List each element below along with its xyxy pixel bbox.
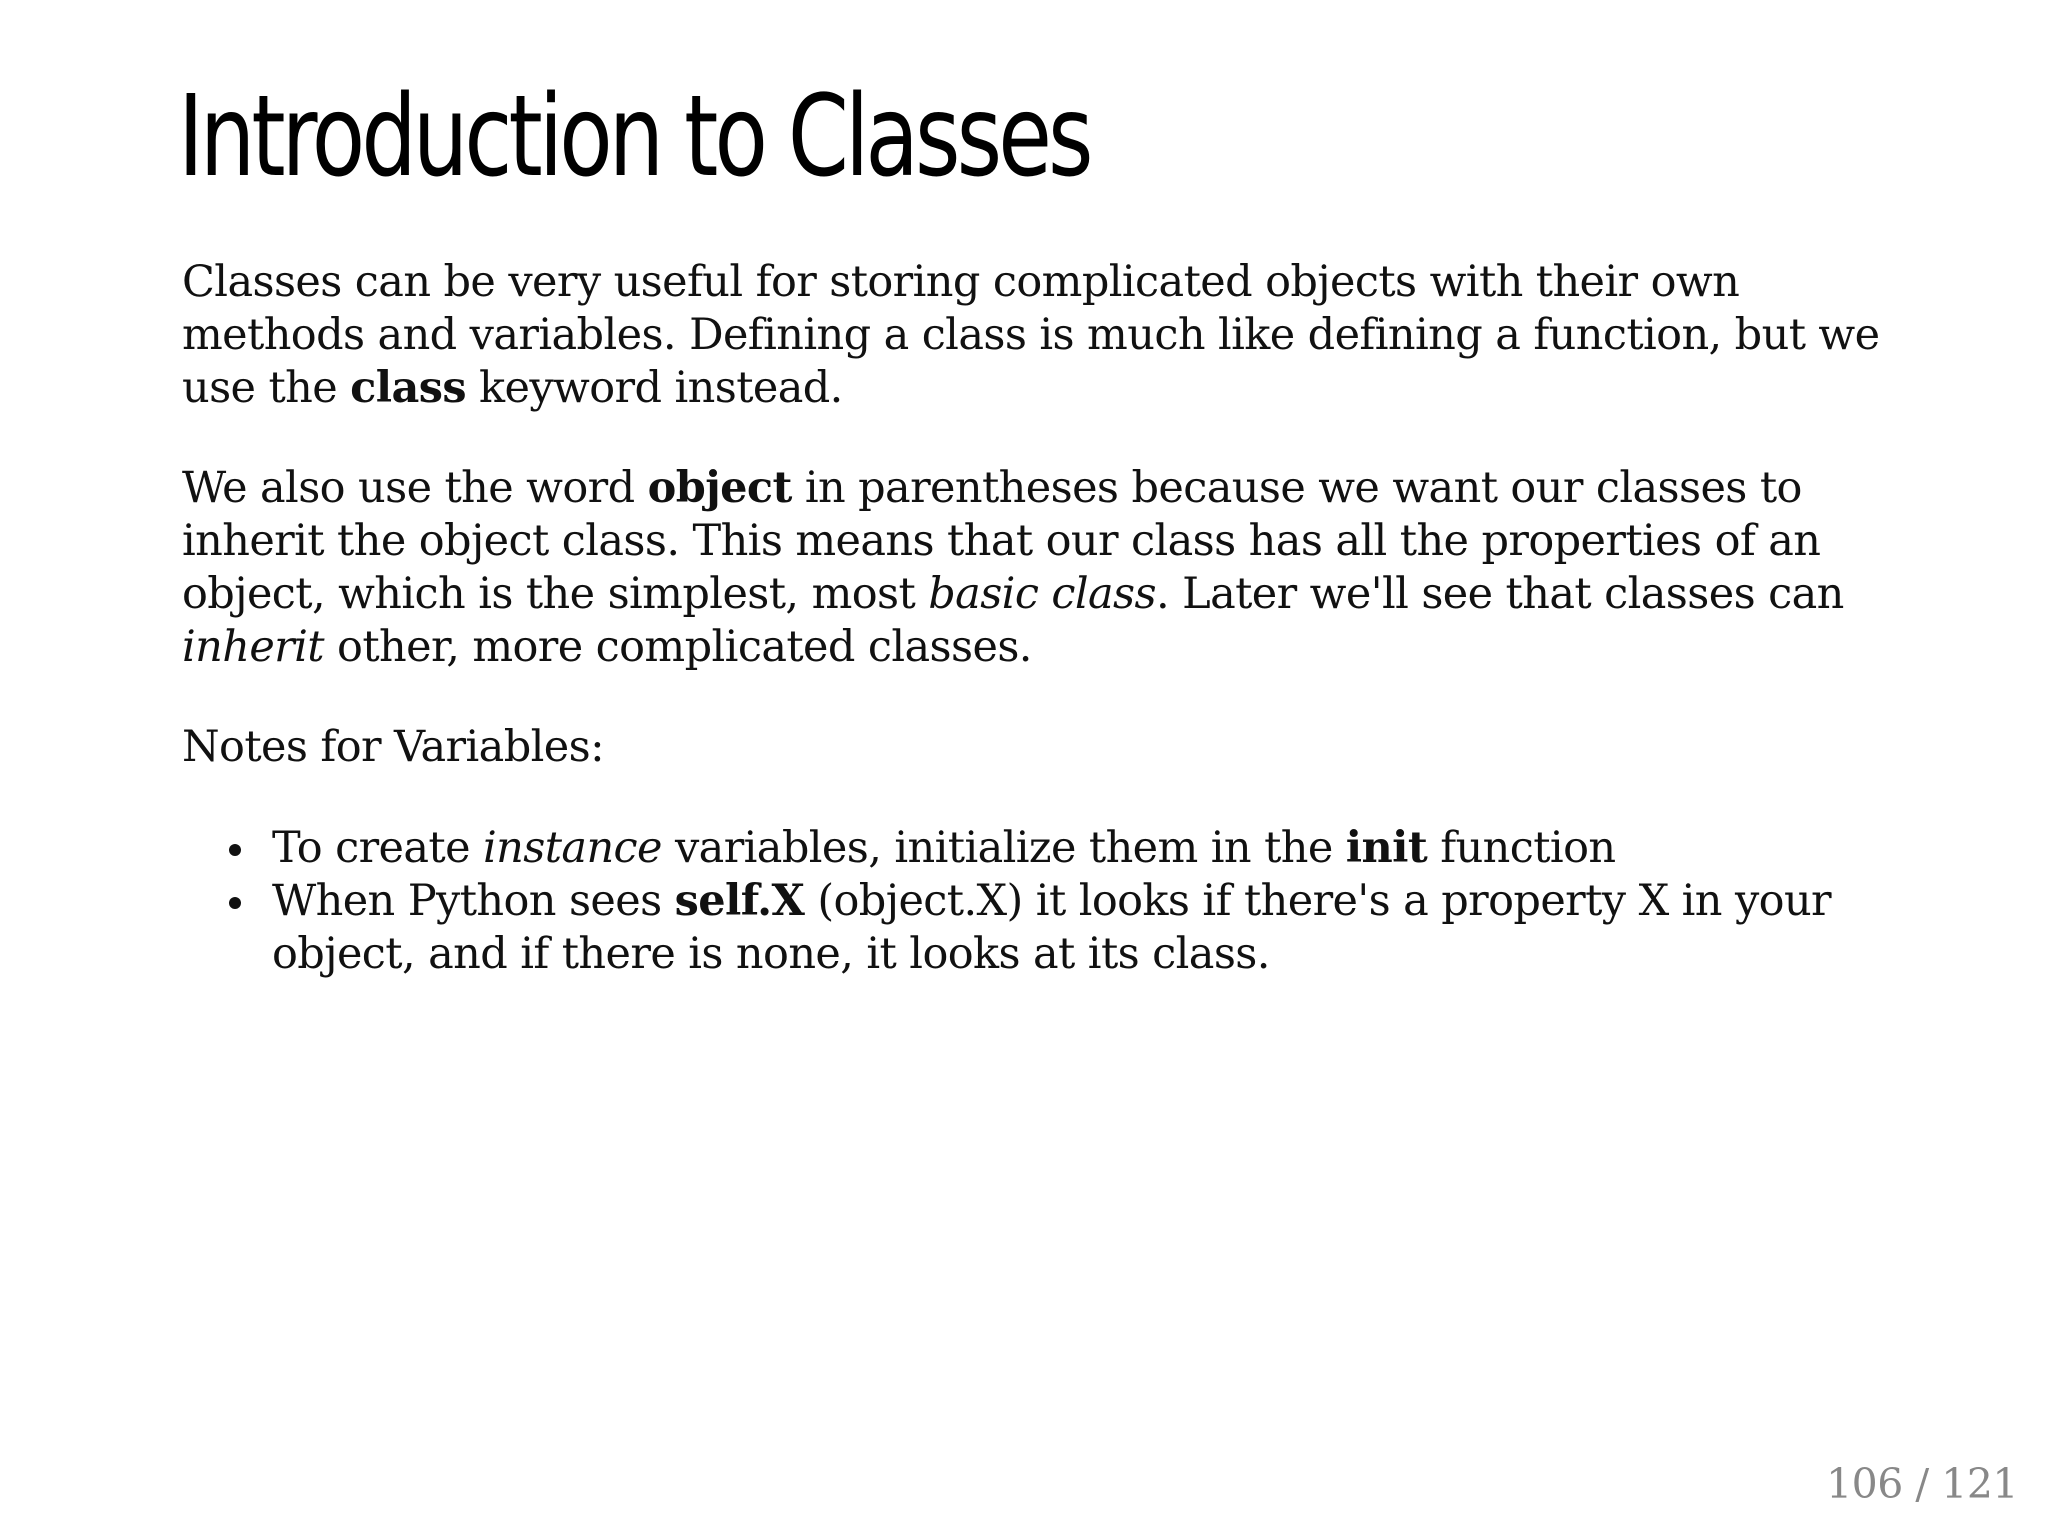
p2-text-e: . Later we'll see that classes can xyxy=(1156,569,1844,619)
p2-emphasis-basic-class: basic class xyxy=(928,569,1156,619)
notes-list xyxy=(182,822,1882,981)
p1-text-c: keyword instead. xyxy=(465,363,843,413)
bullet1-keyword-init: init xyxy=(1345,823,1428,873)
bullet1-emphasis-instance: instance xyxy=(483,823,662,873)
p2-emphasis-inherit: inherit xyxy=(182,622,324,672)
p2-text-g: other, more complicated classes. xyxy=(323,622,1032,672)
p2-keyword-object: object xyxy=(647,463,792,513)
bullet-icon xyxy=(229,844,241,856)
list-item xyxy=(272,875,1882,981)
p2-text-a: We also use the word xyxy=(182,463,648,513)
p2-text-c: in parentheses because we want our classes to inherit the object class. This means that our class has all the properties of an object, which is the simplest, most xyxy=(182,463,1821,619)
bullet1-text-c: variables, initialize them in the xyxy=(661,823,1346,873)
list-item xyxy=(272,822,1882,875)
bullet1-text-a: To create xyxy=(272,823,484,873)
slide-content xyxy=(182,256,1882,981)
bullet2-text-a: When Python sees xyxy=(272,876,675,926)
bullet2-keyword-self-x: self.X xyxy=(674,876,805,926)
bullet2-text-c: (object.X) it looks if there's a property X in your object, and if there is none, it looks at its class. xyxy=(272,876,1831,979)
slide-title: Introduction to Classes xyxy=(178,72,1090,202)
paragraph-classes-intro xyxy=(182,256,1882,415)
bullet-icon xyxy=(229,897,241,909)
p1-keyword-class: class xyxy=(350,363,466,413)
page-number: 106 / 121 xyxy=(1826,1460,2018,1508)
p1-text-a: Classes can be very useful for storing complicated objects with their own methods and variables. Defining a class is much like defining a function, but we use the xyxy=(182,257,1880,413)
notes-heading: Notes for Variables: xyxy=(182,722,604,772)
bullet1-text-e: function xyxy=(1427,823,1616,873)
paragraph-object-inheritance xyxy=(182,462,1882,674)
